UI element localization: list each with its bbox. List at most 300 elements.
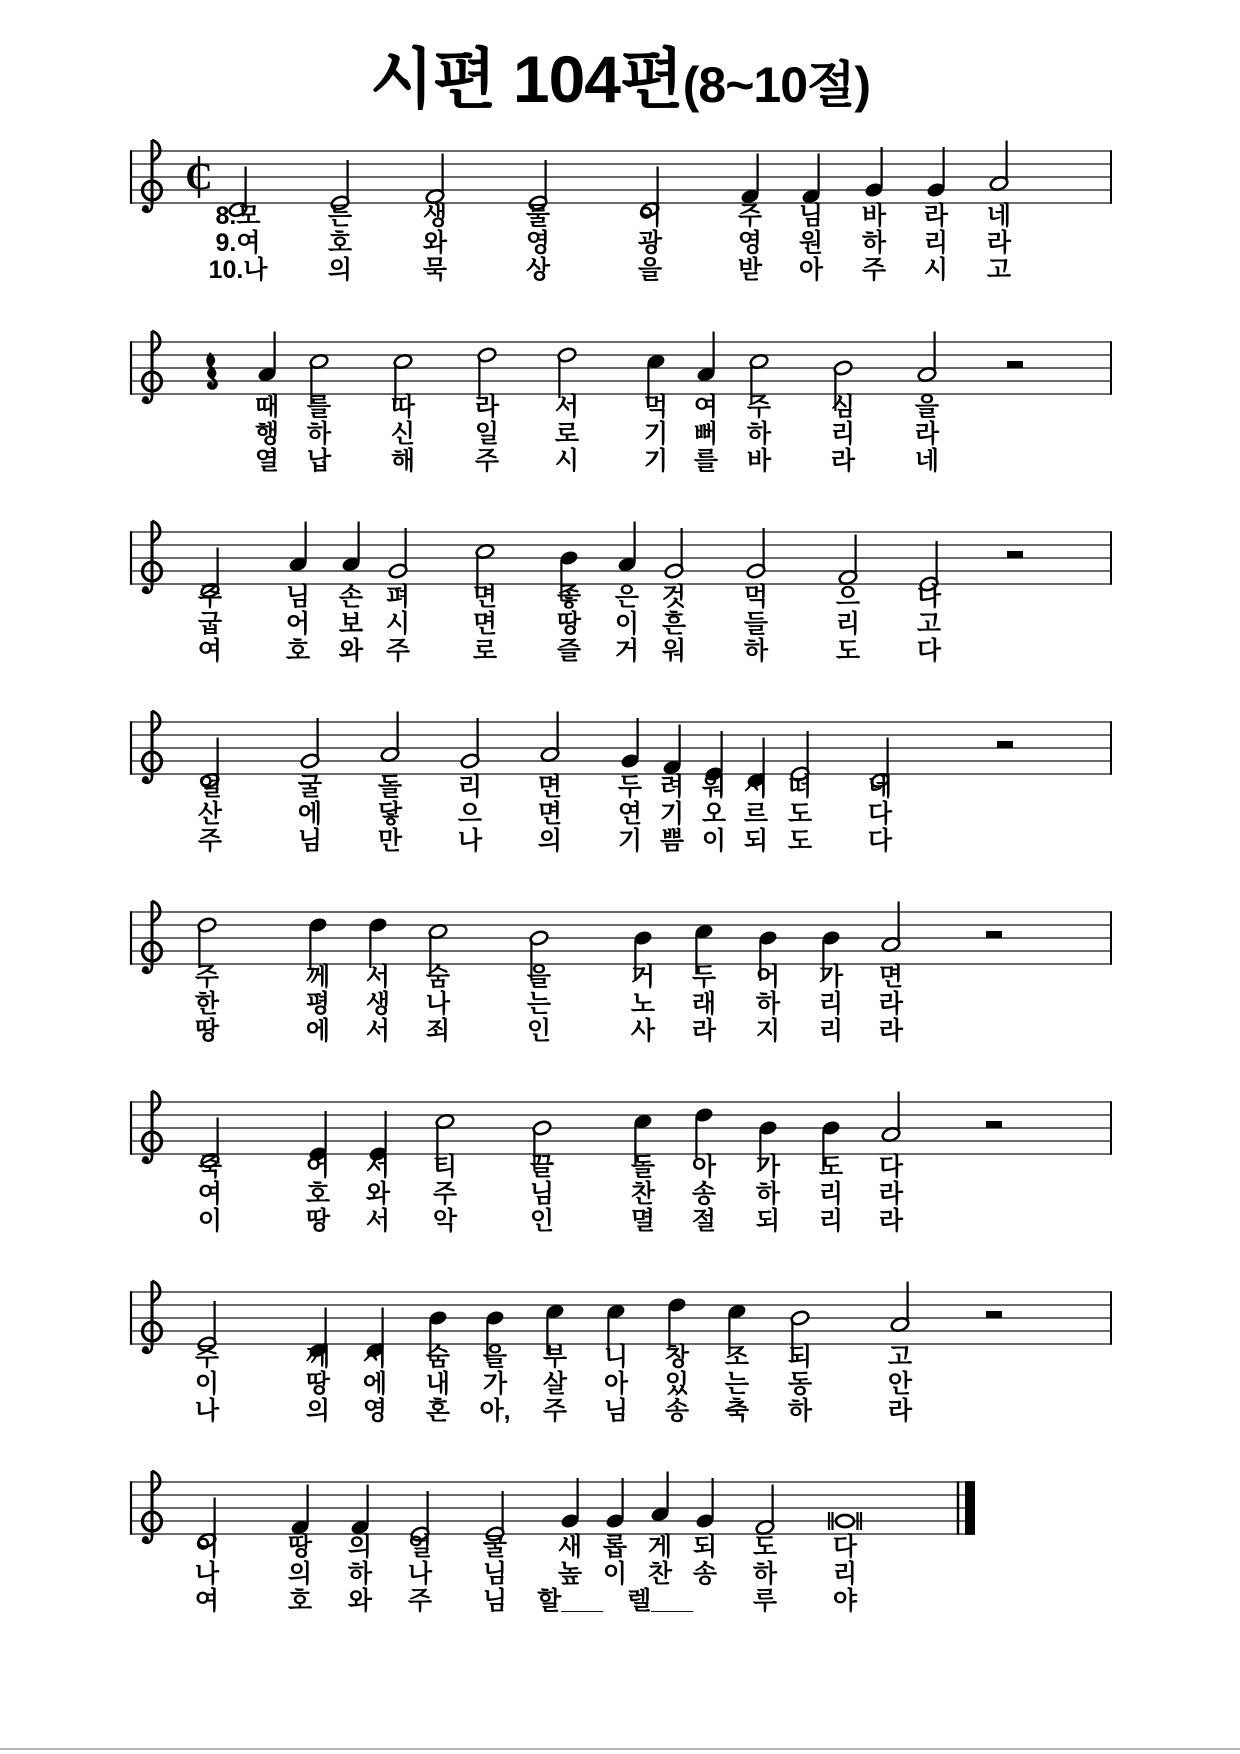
- lyric-syllable: 네: [986, 202, 1012, 230]
- lyric-syllable: 되: [743, 827, 769, 855]
- lyric-syllable: 님: [529, 1180, 555, 1208]
- lyric-syllable: 굴: [482, 1533, 508, 1561]
- note: [801, 154, 820, 205]
- lyric-syllable: 사: [630, 1017, 656, 1045]
- note: [477, 347, 497, 398]
- lyric-syllable: 조: [724, 1343, 750, 1371]
- lyric-syllable: 서: [365, 963, 391, 991]
- lyric-syllable: 찬: [647, 1560, 673, 1588]
- lyric-syllable: 때: [254, 393, 280, 421]
- lyric-syllable: 하: [752, 1560, 778, 1588]
- lyric-syllable: 호: [327, 229, 353, 257]
- lyric-syllable: 는: [526, 990, 552, 1018]
- lyric-syllable: 나: [194, 1560, 220, 1588]
- lyric-syllable: 하: [746, 420, 772, 448]
- lyric-syllable: 아: [603, 1370, 629, 1398]
- lyric-syllable: 지: [755, 1017, 781, 1045]
- staff-system-4: [0, 667, 1240, 872]
- lyric-syllable: 리: [818, 1207, 844, 1235]
- title-sub: (8~10절): [682, 57, 870, 113]
- lyric-syllable: 여: [197, 1180, 223, 1208]
- lyric-syllable: 따: [390, 393, 416, 421]
- lyric-syllable: 죽: [197, 1153, 223, 1181]
- lyric-syllable: 로: [472, 637, 498, 665]
- lyric-syllable: 즐: [556, 637, 582, 665]
- lyric-syllable: 면: [472, 583, 498, 611]
- half-rest-icon: [986, 1121, 1002, 1128]
- lyric-syllable: 인: [526, 1017, 552, 1045]
- lyric-syllable: 고: [887, 1343, 913, 1371]
- lyric-syllable: 흔: [661, 610, 687, 638]
- lyric-syllable: 다: [916, 637, 942, 665]
- lyric-syllable: 리: [818, 1017, 844, 1045]
- lyric-syllable: 면: [472, 610, 498, 638]
- note: [290, 1485, 309, 1536]
- lyric-syllable: 라: [914, 420, 940, 448]
- lyric-syllable: 호: [285, 637, 311, 665]
- lyric-syllable: 하: [755, 990, 781, 1018]
- lyric-syllable: 께: [305, 963, 331, 991]
- lyric-syllable: 끌: [529, 1153, 555, 1181]
- lyric-syllable: 두: [691, 963, 717, 991]
- lyric-syllable: 다: [832, 1533, 858, 1561]
- lyric-syllable: 렐___: [627, 1587, 693, 1615]
- breve-note-head: [836, 1515, 854, 1527]
- lyric-syllable: 리: [835, 610, 861, 638]
- note: [667, 1297, 686, 1348]
- note: [617, 522, 636, 573]
- lyric-syllable: 하: [743, 637, 769, 665]
- lyric-syllable: 8.모: [215, 202, 261, 230]
- lyric-syllable: 의: [537, 827, 563, 855]
- lyric-syllable: 서: [554, 393, 580, 421]
- lyric-syllable: 주: [542, 1397, 568, 1425]
- lyric-syllable: 상: [525, 256, 551, 284]
- lyric-syllable: 도: [752, 1533, 778, 1561]
- lyric-syllable: 땅: [287, 1533, 313, 1561]
- lyric-syllable: 의: [347, 1533, 373, 1561]
- lyric-syllable: 기: [643, 447, 669, 475]
- note: [926, 147, 945, 198]
- lyric-syllable: 하: [787, 1397, 813, 1425]
- lyric-syllable: 주: [407, 1587, 433, 1615]
- lyric-syllable: 려: [659, 773, 685, 801]
- lyric-syllable: 와: [365, 1180, 391, 1208]
- lyric-syllable: 에: [305, 1017, 331, 1045]
- note: [288, 522, 307, 573]
- lyric-syllable: 송: [692, 1560, 718, 1588]
- lyric-syllable: 이: [197, 1207, 223, 1235]
- lyric-syllable: 주: [197, 827, 223, 855]
- lyric-syllable: 하: [755, 1180, 781, 1208]
- lyric-syllable: 는: [724, 1370, 750, 1398]
- lyric-syllable: 여: [693, 393, 719, 421]
- lyric-syllable: 서: [365, 1017, 391, 1045]
- lyric-syllable: 인: [529, 1207, 555, 1235]
- lyric-syllable: 되: [692, 1533, 718, 1561]
- title-main: 시편 104편: [370, 42, 683, 116]
- lyric-syllable: 생: [422, 202, 448, 230]
- lyric-syllable: 신: [390, 420, 416, 448]
- lyric-syllable: 도: [787, 827, 813, 855]
- note: [740, 154, 759, 205]
- note: [368, 917, 387, 968]
- lyric-syllable: 돌: [630, 1153, 656, 1181]
- lyric-syllable: 고: [916, 610, 942, 638]
- lyric-syllable: 라: [691, 1017, 717, 1045]
- lyric-syllable: 서: [743, 773, 769, 801]
- lyric-syllable: 게: [647, 1533, 673, 1561]
- lyric-syllable: 어: [755, 963, 781, 991]
- note: [460, 718, 480, 769]
- lyric-syllable: 영: [362, 1397, 388, 1425]
- note: [308, 917, 327, 968]
- lyric-syllable: 산: [197, 800, 223, 828]
- lyric-syllable: 이: [194, 1533, 220, 1561]
- lyric-syllable: 오: [701, 800, 727, 828]
- lyric-syllable: 광: [637, 229, 663, 257]
- lyric-syllable: 심: [830, 393, 856, 421]
- lyric-syllable: 리: [818, 1180, 844, 1208]
- half-rest-icon: [1007, 551, 1023, 558]
- note: [696, 332, 715, 383]
- lyric-syllable: 이: [637, 202, 663, 230]
- lyric-syllable: 을: [637, 256, 663, 284]
- lyric-syllable: 님: [798, 202, 824, 230]
- lyric-syllable: 하: [861, 229, 887, 257]
- lyric-syllable: 리: [832, 1560, 858, 1588]
- page-bottom-edge: [0, 1748, 1240, 1750]
- lyric-syllable: 혼: [425, 1397, 451, 1425]
- lyric-syllable: 주: [474, 447, 500, 475]
- lyric-syllable: 땅: [305, 1207, 331, 1235]
- lyric-syllable: 시: [554, 447, 580, 475]
- lyric-syllable: 기: [643, 420, 669, 448]
- svg-text:C: C: [185, 156, 213, 198]
- lyric-syllable: 부: [542, 1343, 568, 1371]
- lyric-syllable: 멸: [630, 1207, 656, 1235]
- lyric-syllable: 이: [614, 610, 640, 638]
- lyric-syllable: 라: [923, 202, 949, 230]
- lyric-syllable: 해: [390, 447, 416, 475]
- lyric-syllable: 노: [630, 990, 656, 1018]
- lyric-syllable: 님: [297, 827, 323, 855]
- lyric-syllable: 하: [347, 1560, 373, 1588]
- lyric-syllable: 라: [887, 1397, 913, 1425]
- lyric-syllable: 평: [305, 990, 331, 1018]
- lyric-syllable: 워: [661, 637, 687, 665]
- lyric-syllable: 은: [614, 583, 640, 611]
- lyric-syllable: 롭: [602, 1533, 628, 1561]
- lyric-syllable: 두: [617, 773, 643, 801]
- note: [540, 712, 560, 763]
- lyric-syllable: 행: [254, 420, 280, 448]
- lyric-syllable: 여: [197, 637, 223, 665]
- lyric-syllable: 되: [787, 1343, 813, 1371]
- lyric-syllable: 쁨: [659, 827, 685, 855]
- lyric-syllable: 야: [832, 1587, 858, 1615]
- lyric-syllable: 내: [425, 1370, 451, 1398]
- lyric-syllable: 리: [830, 420, 856, 448]
- note: [881, 1092, 901, 1143]
- note: [380, 712, 400, 763]
- lyric-syllable: 면: [537, 773, 563, 801]
- lyric-syllable: 주: [861, 256, 887, 284]
- lyric-syllable: 거: [630, 963, 656, 991]
- lyric-syllable: 숨: [425, 1343, 451, 1371]
- lyric-syllable: 손: [338, 583, 364, 611]
- lyric-syllable: 납: [306, 447, 332, 475]
- lyric-syllable: 으: [457, 800, 483, 828]
- lyric-syllable: 라: [878, 1180, 904, 1208]
- lyric-syllable: 땅: [305, 1370, 331, 1398]
- note: [388, 528, 408, 579]
- lyric-syllable: 열: [254, 447, 280, 475]
- lyric-syllable: 바: [746, 447, 772, 475]
- lyric-syllable: 생: [365, 990, 391, 1018]
- lyric-syllable: 나: [457, 827, 483, 855]
- note: [755, 1485, 775, 1536]
- lyric-syllable: 어: [305, 1153, 331, 1181]
- lyric-syllable: 떠: [787, 773, 813, 801]
- lyric-syllable: 영: [737, 229, 763, 257]
- lyric-syllable: 라: [878, 1207, 904, 1235]
- lyric-syllable: 아,: [479, 1397, 511, 1425]
- lyric-syllable: 원: [798, 229, 824, 257]
- lyric-syllable: 다: [878, 1153, 904, 1181]
- note: [695, 1478, 714, 1529]
- lyric-syllable: 시: [385, 610, 411, 638]
- lyric-syllable: 하: [306, 420, 332, 448]
- lyric-syllable: 송: [691, 1180, 717, 1208]
- lyric-syllable: 숨: [425, 963, 451, 991]
- half-rest-icon: [1007, 361, 1023, 368]
- lyric-syllable: 주: [194, 963, 220, 991]
- note: [197, 917, 217, 968]
- note: [664, 528, 684, 579]
- lyric-syllable: 되: [755, 1207, 781, 1235]
- lyric-syllable: 님: [285, 583, 311, 611]
- staff-system-1: [0, 96, 1240, 301]
- note: [890, 1282, 910, 1333]
- lyric-syllable: 고: [986, 256, 1012, 284]
- lyric-syllable: 에: [297, 800, 323, 828]
- lyric-syllable: 도: [835, 637, 861, 665]
- lyric-syllable: 이: [701, 827, 727, 855]
- lyric-syllable: 아: [798, 256, 824, 284]
- lyric-syllable: 시: [923, 256, 949, 284]
- quarter-rest-icon: [206, 352, 218, 390]
- lyric-syllable: 면: [537, 800, 563, 828]
- lyric-syllable: 르: [743, 800, 769, 828]
- lyric-syllable: 여: [194, 1587, 220, 1615]
- note: [300, 718, 320, 769]
- lyric-syllable: 높: [557, 1560, 583, 1588]
- lyric-syllable: 새: [557, 1533, 583, 1561]
- lyric-syllable: 라: [830, 447, 856, 475]
- lyric-syllable: 나: [194, 1397, 220, 1425]
- note: [694, 1107, 713, 1158]
- staff-system-6: [0, 1047, 1240, 1252]
- lyric-syllable: 주: [194, 1343, 220, 1371]
- lyric-syllable: 의: [327, 256, 353, 284]
- lyric-syllable: 연: [617, 800, 643, 828]
- lyric-syllable: 땅: [194, 1017, 220, 1045]
- lyric-syllable: 9.여: [215, 229, 261, 257]
- note: [341, 522, 360, 573]
- note: [350, 1485, 369, 1536]
- note: [746, 528, 766, 579]
- lyric-syllable: 주: [737, 202, 763, 230]
- note: [257, 332, 276, 383]
- lyric-syllable: 로: [554, 420, 580, 448]
- lyric-syllable: 펴: [385, 583, 411, 611]
- lyric-syllable: 먹: [643, 393, 669, 421]
- lyric-syllable: 라: [986, 229, 1012, 257]
- lyric-syllable: 살: [542, 1370, 568, 1398]
- lyric-syllable: 서: [365, 1207, 391, 1235]
- lyric-syllable: 이: [602, 1560, 628, 1588]
- staff-system-2: [0, 287, 1240, 492]
- staff-system-8: [0, 1427, 1240, 1632]
- lyric-syllable: 나: [425, 990, 451, 1018]
- lyric-syllable: 땅: [556, 610, 582, 638]
- lyric-syllable: 보: [338, 610, 364, 638]
- lyric-syllable: 다: [867, 800, 893, 828]
- lyric-syllable: 서: [362, 1343, 388, 1371]
- note: [989, 141, 1009, 192]
- final-barline-thick: [965, 1481, 975, 1535]
- lyric-syllable: 에: [362, 1370, 388, 1398]
- lyric-syllable: 뻐: [693, 420, 719, 448]
- lyric-syllable: 호: [287, 1587, 313, 1615]
- note: [864, 147, 883, 198]
- note: [560, 1478, 579, 1529]
- lyric-syllable: 님: [482, 1587, 508, 1615]
- lyric-syllable: 영: [525, 229, 551, 257]
- lyric-syllable: 주: [746, 393, 772, 421]
- lyric-syllable: 굽: [197, 610, 223, 638]
- lyric-syllable: 라: [878, 1017, 904, 1045]
- lyric-syllable: 가: [482, 1370, 508, 1398]
- half-rest-icon: [986, 1311, 1002, 1318]
- lyric-syllable: 있: [664, 1370, 690, 1398]
- lyric-syllable: 거: [614, 637, 640, 665]
- lyric-syllable: 님: [482, 1560, 508, 1588]
- lyric-syllable: 든: [327, 202, 353, 230]
- lyric-syllable: 래: [691, 990, 717, 1018]
- lyric-syllable: 묵: [422, 256, 448, 284]
- lyric-syllable: 면: [878, 963, 904, 991]
- lyric-syllable: 축: [724, 1397, 750, 1425]
- lyric-syllable: 물: [525, 202, 551, 230]
- lyric-syllable: 와: [422, 229, 448, 257]
- note: [917, 332, 937, 383]
- lyric-syllable: 다: [867, 827, 893, 855]
- note: [425, 154, 445, 205]
- lyric-syllable: 루: [752, 1587, 778, 1615]
- lyric-syllable: 을: [482, 1343, 508, 1371]
- lyric-syllable: 니: [603, 1343, 629, 1371]
- note: [838, 535, 858, 586]
- lyric-syllable: 리: [457, 773, 483, 801]
- lyric-syllable: 닿: [377, 800, 403, 828]
- lyric-syllable: 의: [305, 1397, 331, 1425]
- note: [881, 902, 901, 953]
- lyric-syllable: 을: [914, 393, 940, 421]
- lyric-syllable: 와: [338, 637, 364, 665]
- lyric-syllable: 께: [305, 1343, 331, 1371]
- lyric-syllable: 가: [818, 963, 844, 991]
- lyric-syllable: 나: [916, 583, 942, 611]
- lyric-syllable: 동: [787, 1370, 813, 1398]
- lyric-syllable: 네: [867, 773, 893, 801]
- lyric-syllable: 들: [743, 610, 769, 638]
- note: [662, 725, 681, 776]
- lyric-syllable: 것: [661, 583, 687, 611]
- lyric-syllable: 네: [914, 447, 940, 475]
- note: [650, 1472, 669, 1523]
- lyric-syllable: 이: [194, 1370, 220, 1398]
- lyric-syllable: 먹: [743, 583, 769, 611]
- lyric-syllable: 얼: [197, 773, 223, 801]
- lyric-syllable: 리: [818, 990, 844, 1018]
- lyric-syllable: 가: [755, 1153, 781, 1181]
- staff-system-7: [0, 1237, 1240, 1442]
- half-rest-icon: [997, 741, 1013, 748]
- lyric-syllable: 악: [432, 1207, 458, 1235]
- lyric-syllable: 안: [887, 1370, 913, 1398]
- lyric-syllable: 주: [385, 637, 411, 665]
- lyric-syllable: 라: [878, 990, 904, 1018]
- lyric-syllable: 기: [617, 827, 643, 855]
- lyric-syllable: 기: [659, 800, 685, 828]
- lyric-syllable: 의: [287, 1560, 313, 1588]
- lyric-syllable: 받: [737, 256, 763, 284]
- lyric-syllable: 한: [194, 990, 220, 1018]
- lyric-syllable: 주: [197, 583, 223, 611]
- note: [557, 347, 577, 398]
- lyric-syllable: 도: [787, 800, 813, 828]
- lyric-syllable: 서: [365, 1153, 391, 1181]
- lyric-syllable: 10.나: [208, 256, 268, 284]
- lyric-syllable: 나: [407, 1560, 433, 1588]
- lyric-syllable: 워: [701, 773, 727, 801]
- lyric-syllable: 티: [432, 1153, 458, 1181]
- lyric-syllable: 좋: [556, 583, 582, 611]
- lyric-syllable: 와: [347, 1587, 373, 1615]
- lyric-syllable: 라: [474, 393, 500, 421]
- note: [620, 718, 639, 769]
- lyric-syllable: 을: [526, 963, 552, 991]
- lyric-syllable: 를: [306, 393, 332, 421]
- half-rest-icon: [986, 931, 1002, 938]
- lyric-syllable: 호: [305, 1180, 331, 1208]
- staff-system-5: [0, 857, 1240, 1062]
- lyric-syllable: 할___: [537, 1587, 603, 1615]
- lyric-syllable: 님: [603, 1397, 629, 1425]
- lyric-syllable: 바: [861, 202, 887, 230]
- lyric-syllable: 만: [377, 827, 403, 855]
- cut-time-icon: [185, 156, 212, 198]
- lyric-syllable: 일: [474, 420, 500, 448]
- lyric-syllable: 창: [664, 1343, 690, 1371]
- lyric-syllable: 으: [835, 583, 861, 611]
- lyric-syllable: 송: [664, 1397, 690, 1425]
- lyric-syllable: 굴: [297, 773, 323, 801]
- note: [605, 1478, 624, 1529]
- staff-system-3: [0, 477, 1240, 682]
